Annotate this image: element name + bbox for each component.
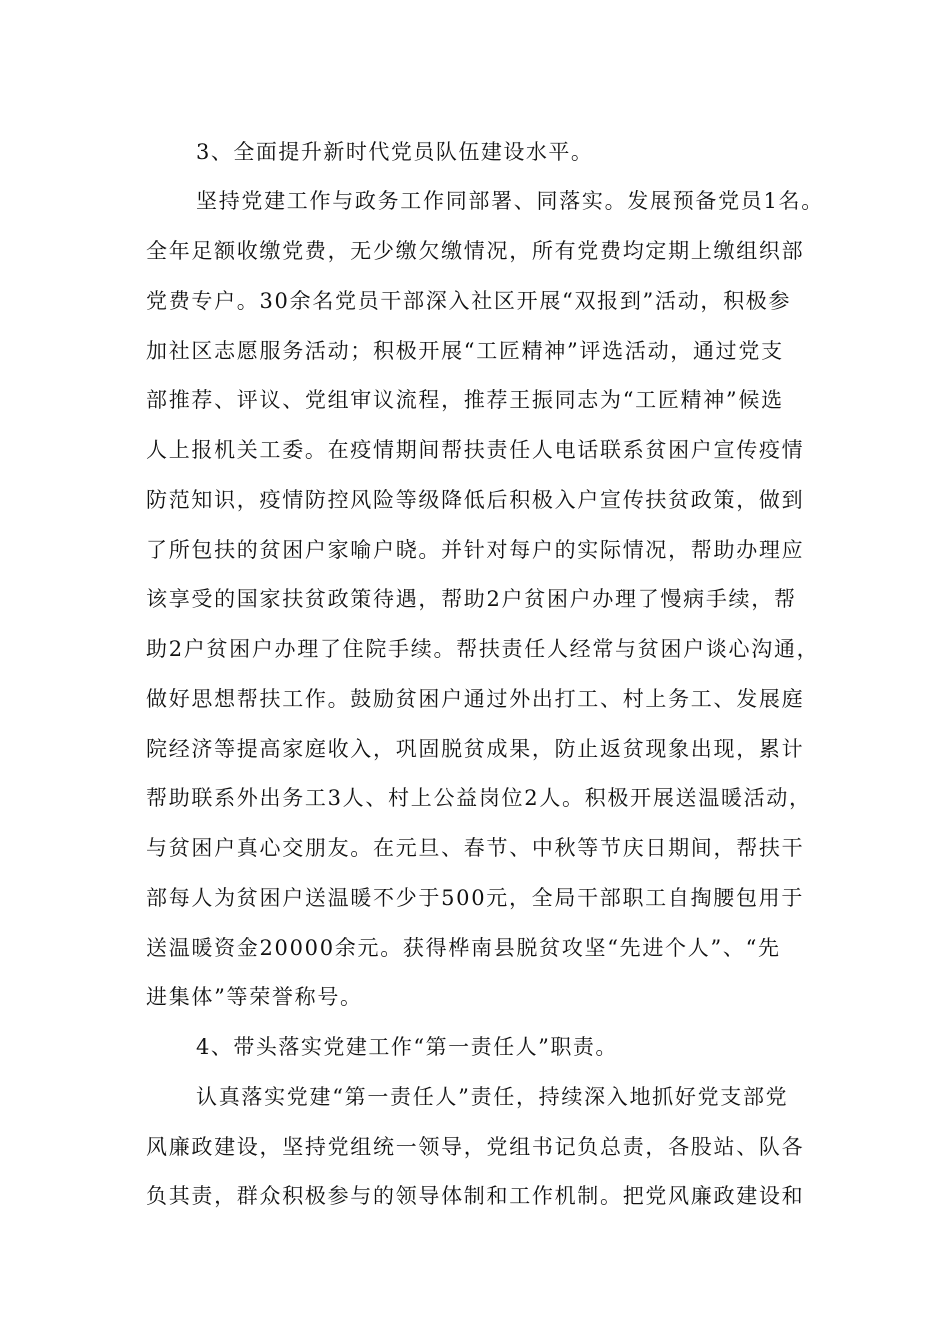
paragraph-line: 全年足额收缴党费，无少缴欠缴情况，所有党费均定期上缴组织部 — [146, 239, 805, 263]
paragraph-line: 负其责，群众积极参与的领导体制和工作机制。把党风廉政建设和 — [146, 1184, 805, 1208]
paragraph-line: 送温暖资金20000余元。获得桦南县脱贫攻坚“先进个人”、“先 — [146, 936, 781, 960]
paragraph-line: 认真落实党建“第一责任人”责任，持续深入地抓好党支部党 — [196, 1085, 789, 1109]
paragraph-line: 帮助联系外出务工3人、村上公益岗位2人。积极开展送温暖活动， — [146, 786, 812, 810]
paragraph-line: 部每人为贫困户送温暖不少于500元，全局干部职工自掏腰包用于 — [146, 886, 805, 910]
paragraph-line: 进集体”等荣誉称号。 — [146, 985, 363, 1009]
section-heading-4: 4、带头落实党建工作“第一责任人”职责。 — [196, 1035, 618, 1059]
paragraph-line: 防范知识，疫情防控风险等级降低后积极入户宣传扶贫政策，做到 — [146, 488, 805, 512]
paragraph-line: 了所包扶的贫困户家喻户晓。并针对每户的实际情况，帮助办理应 — [146, 538, 805, 562]
paragraph-line: 加社区志愿服务活动；积极开展“工匠精神”评选活动，通过党支 — [146, 339, 784, 363]
paragraph-line: 做好思想帮扶工作。鼓励贫困户通过外出打工、村上务工、发展庭 — [146, 687, 805, 711]
paragraph-line: 该享受的国家扶贫政策待遇，帮助2户贫困户办理了慢病手续，帮 — [146, 587, 797, 611]
paragraph-line: 助2户贫困户办理了住院手续。帮扶责任人经常与贫困户谈心沟通， — [146, 637, 820, 661]
section-heading-3: 3、全面提升新时代党员队伍建设水平。 — [196, 140, 594, 164]
paragraph-line: 人上报机关工委。在疫情期间帮扶责任人电话联系贫困户宣传疫情 — [146, 438, 805, 462]
paragraph-line: 风廉政建设，坚持党组统一领导，党组书记负总责，各股站、队各 — [146, 1135, 805, 1159]
paragraph-line: 部推荐、评议、党组审议流程，推荐王振同志为“工匠精神”候选 — [146, 388, 784, 412]
paragraph-line: 党费专户。30余名党员干部深入社区开展“双报到”活动，积极参 — [146, 289, 792, 313]
paragraph-line: 与贫困户真心交朋友。在元旦、春节、中秋等节庆日期间，帮扶干 — [146, 836, 805, 860]
paragraph-line: 坚持党建工作与政务工作同部署、同落实。发展预备党员1名。 — [196, 189, 824, 213]
paragraph-line: 院经济等提高家庭收入，巩固脱贫成果，防止返贫现象出现，累计 — [146, 737, 805, 761]
